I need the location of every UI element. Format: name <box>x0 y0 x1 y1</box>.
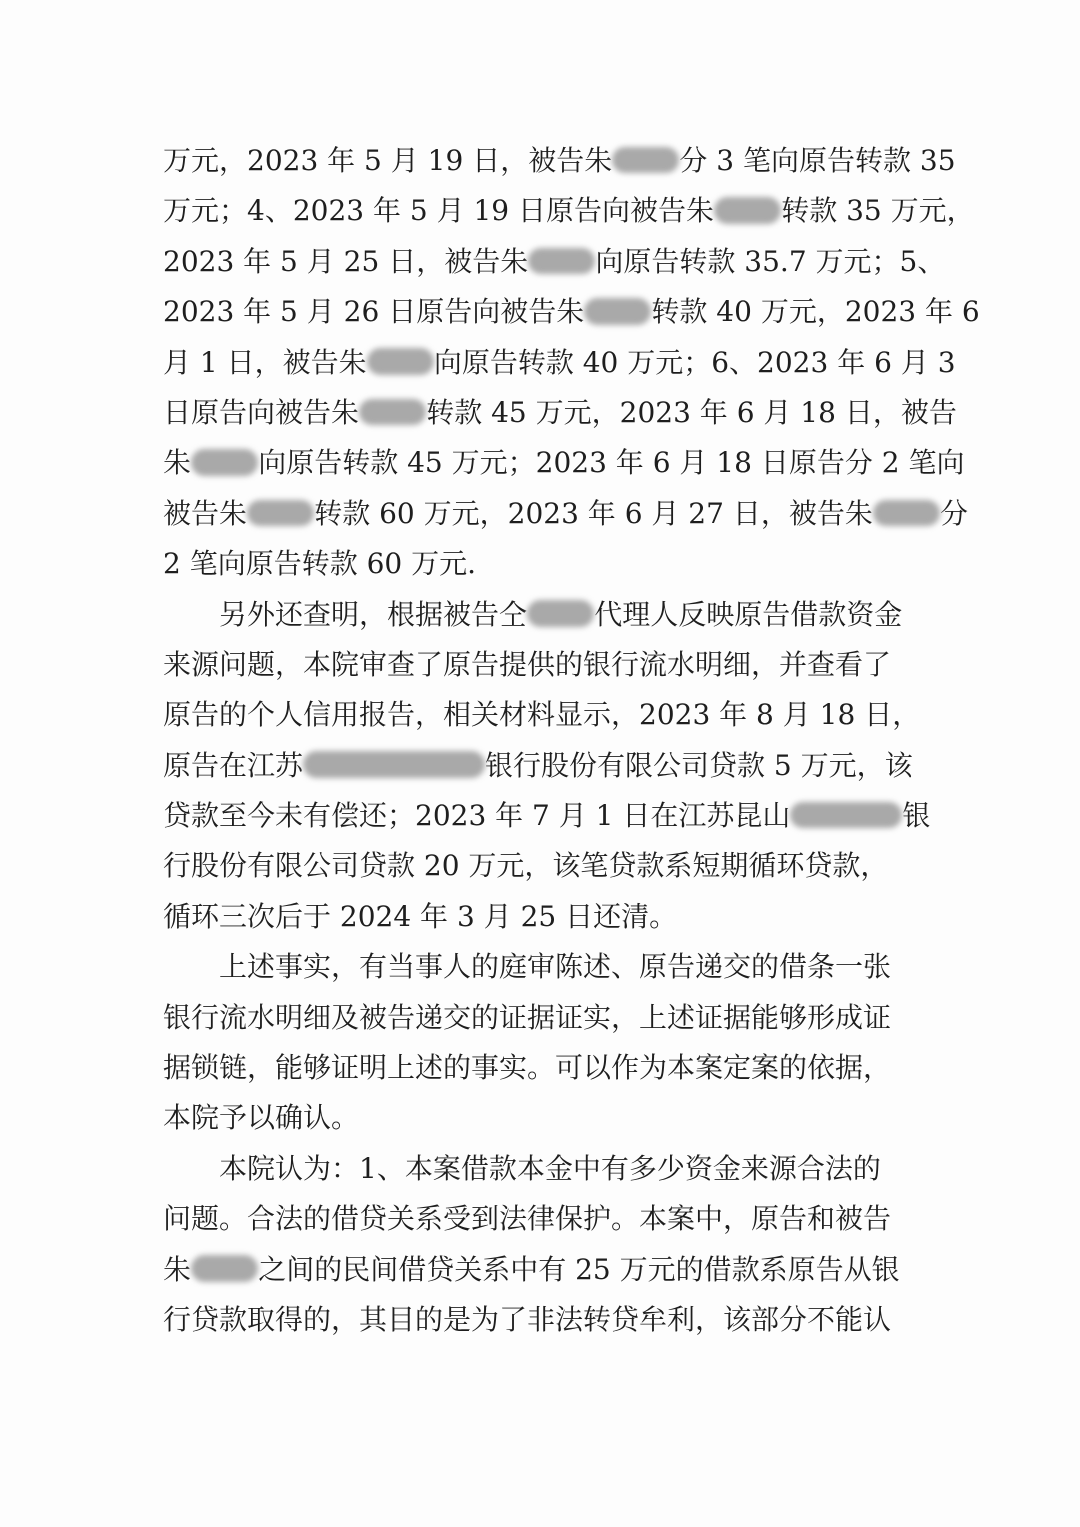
redacted-name-mark <box>527 600 594 627</box>
text-segment: 原告的个人信用报告，相关材料显示，2023 年 8 月 18 日， <box>163 698 921 732</box>
text-segment: 来源问题，本院审查了原告提供的银行流水明细，并查看了 <box>163 647 892 681</box>
text-segment: 月 1 日，被告朱 <box>163 345 367 379</box>
text-line <box>163 539 923 589</box>
text-line <box>163 1043 923 1093</box>
text-line <box>163 892 923 942</box>
text-segment: 本院予以确认。 <box>163 1101 360 1135</box>
text-segment: 分 3 笔向原告转款 35 <box>679 144 956 177</box>
text-line <box>163 1245 923 1295</box>
text-line <box>163 136 956 186</box>
text-segment: 行贷款取得的，其目的是为了非法转贷牟利，该部分不能认 <box>163 1302 892 1336</box>
text-segment: 上述事实，有当事人的庭审陈述、原告递交的借条一张 <box>219 950 892 984</box>
redacted-name-mark <box>247 500 314 527</box>
text-segment: 银 <box>902 799 931 833</box>
text-segment: 朱 <box>163 446 192 480</box>
text-line <box>163 438 965 488</box>
text-segment: 朱 <box>163 1252 192 1286</box>
text-segment: 日原告向被告朱 <box>163 395 360 429</box>
text-segment: 循环三次后于 2024 年 3 月 25 日还清。 <box>163 899 678 933</box>
text-segment: 行股份有限公司贷款 20 万元，该笔贷款系短期循环贷款， <box>163 849 889 883</box>
redacted-name-mark <box>714 197 781 224</box>
text-segment: 向原告转款 35.7 万元；5、 <box>595 244 946 278</box>
text-segment: 贷款至今未有偿还；2023 年 7 月 1 日在江苏昆山 <box>163 799 791 833</box>
text-line <box>163 741 923 791</box>
text-segment: 2 笔向原告转款 60 万元. <box>163 547 477 581</box>
text-segment: 2023 年 5 月 25 日，被告朱 <box>163 244 529 278</box>
text-segment: 转款 40 万元，2023 年 6 <box>651 295 980 329</box>
text-segment: 问题。合法的借贷关系受到法律保护。本案中，原告和被告 <box>163 1202 892 1236</box>
text-line <box>163 791 931 841</box>
text-line <box>163 388 957 438</box>
redacted-name-mark <box>612 147 679 174</box>
redacted-name-mark <box>367 348 434 375</box>
text-segment: 代理人反映原告借款资金 <box>594 597 903 631</box>
text-line <box>163 1093 923 1143</box>
redacted-name-mark <box>191 1255 258 1282</box>
redacted-name-mark <box>873 500 940 527</box>
redacted-name-mark <box>191 449 258 476</box>
redacted-name-mark <box>584 298 651 325</box>
redacted-name-mark <box>359 399 426 426</box>
text-line <box>163 640 923 690</box>
text-segment: 分 <box>940 496 969 530</box>
redacted-name-mark <box>303 751 485 778</box>
paragraph-first-line <box>163 942 923 992</box>
text-segment: 转款 35 万元， <box>781 194 975 228</box>
text-segment: 本院认为：1、本案借款本金中有多少资金来源合法的 <box>219 1151 881 1185</box>
text-segment: 银行股份有限公司贷款 5 万元，该 <box>485 748 913 782</box>
paragraph-first-line <box>163 590 923 640</box>
text-segment: 万元，2023 年 5 月 19 日，被告朱 <box>163 144 613 177</box>
text-line <box>163 1295 923 1345</box>
text-line <box>163 690 923 740</box>
text-segment: 转款 45 万元，2023 年 6 月 18 日，被告 <box>426 395 957 429</box>
text-segment: 银行流水明细及被告递交的证据证实，上述证据能够形成证 <box>163 1000 892 1034</box>
text-segment: 2023 年 5 月 26 日原告向被告朱 <box>163 295 585 329</box>
text-line <box>163 338 956 388</box>
judgment-body-text <box>163 136 980 1345</box>
text-line <box>163 287 980 337</box>
text-segment: 另外还查明，根据被告仝 <box>219 597 528 631</box>
text-line <box>163 237 946 287</box>
text-line <box>163 186 975 236</box>
text-line <box>163 993 923 1043</box>
text-segment: 之间的民间借贷关系中有 25 万元的借款系原告从银 <box>258 1252 900 1286</box>
text-line <box>163 489 969 539</box>
text-line <box>163 841 923 891</box>
paragraph-first-line <box>163 1144 923 1194</box>
text-segment: 向原告转款 45 万元；2023 年 6 月 18 日原告分 2 笔向 <box>258 446 965 480</box>
text-line <box>163 1194 923 1244</box>
redacted-name-mark <box>528 248 595 275</box>
text-segment: 万元；4、2023 年 5 月 19 日原告向被告朱 <box>163 194 715 228</box>
text-segment: 据锁链，能够证明上述的事实。可以作为本案定案的依据， <box>163 1051 892 1085</box>
text-segment: 原告在江苏 <box>163 748 304 782</box>
text-segment: 向原告转款 40 万元；6、2023 年 6 月 3 <box>433 345 956 379</box>
redacted-name-mark <box>790 802 902 829</box>
text-segment: 转款 60 万元，2023 年 6 月 27 日，被告朱 <box>314 496 873 530</box>
text-segment: 被告朱 <box>163 496 248 530</box>
